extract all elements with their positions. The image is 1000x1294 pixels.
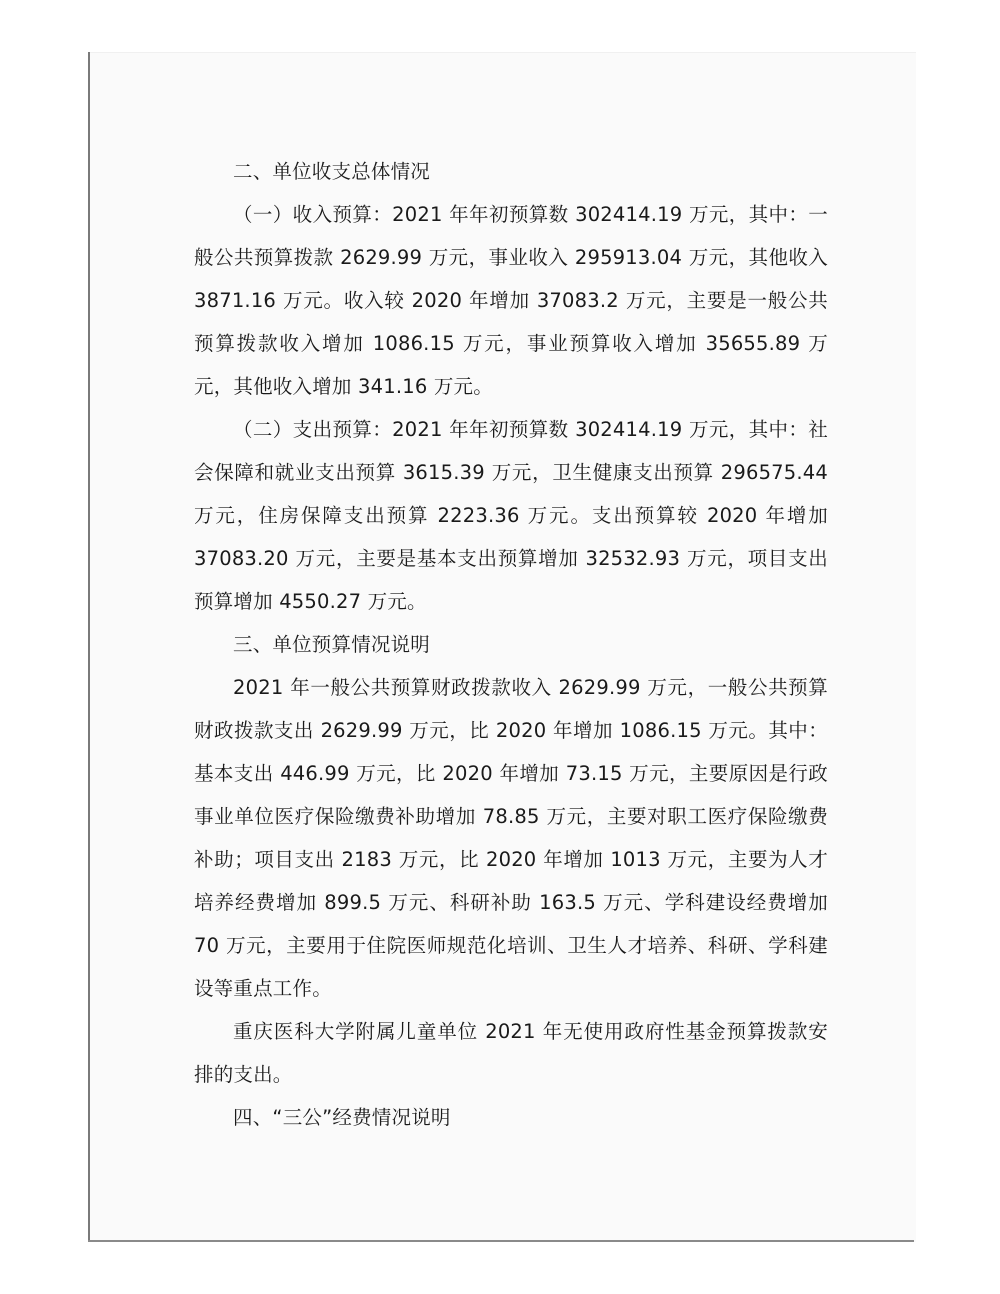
paragraph-general-budget: 2021 年一般公共预算财政拨款收入 2629.99 万元，一般公共预算财政拨款支出 2629.99 万元，比 2020 年增加 1086.15 万元。其中：基本支出 446.99 万元，比 2020 年增加 73.15 万元，主要原因是行政事业单位医疗保险缴费补助增加 78.85 万元，主要对职工医疗保险缴费补助；项目支出 2183 万元，比 2020 年增加 1013 万元，主要为人才培养经费增加 899.5 万元、科研补助 163.5 万元、学科建设经费增加 70 万元，主要用于住院医师规范化培训、卫生人才培养、科研、学科建设等重点工作。 bbox=[194, 676, 828, 1000]
section-heading-2: 二、单位收支总体情况 bbox=[233, 160, 431, 183]
paper-bottom-edge bbox=[88, 1240, 914, 1242]
paragraph-expense-budget: （二）支出预算：2021 年年初预算数 302414.19 万元，其中：社会保障和就业支出预算 3615.39 万元，卫生健康支出预算 296575.44 万元，住房保障支出预算 2223.36 万元。支出预算较 2020 年增加 37083.20 万元，主要是基本支出预算增加 32532.93 万元，项目支出预算增加 4550.27 万元。 bbox=[194, 418, 828, 613]
paragraph-government-fund: 重庆医科大学附属儿童单位 2021 年无使用政府性基金预算拨款安排的支出。 bbox=[194, 1020, 828, 1086]
section-heading-4: 四、“三公”经费情况说明 bbox=[233, 1106, 451, 1129]
section-heading-3: 三、单位预算情况说明 bbox=[233, 633, 431, 656]
document-body bbox=[194, 150, 828, 1139]
paragraph-income-budget: （一）收入预算：2021 年年初预算数 302414.19 万元，其中：一般公共预算拨款 2629.99 万元，事业收入 295913.04 万元，其他收入 3871.16 万元。收入较 2020 年增加 37083.2 万元，主要是一般公共预算拨款收入增加 1086.15 万元，事业预算收入增加 35655.89 万元，其他收入增加 341.16 万元。 bbox=[194, 203, 828, 398]
